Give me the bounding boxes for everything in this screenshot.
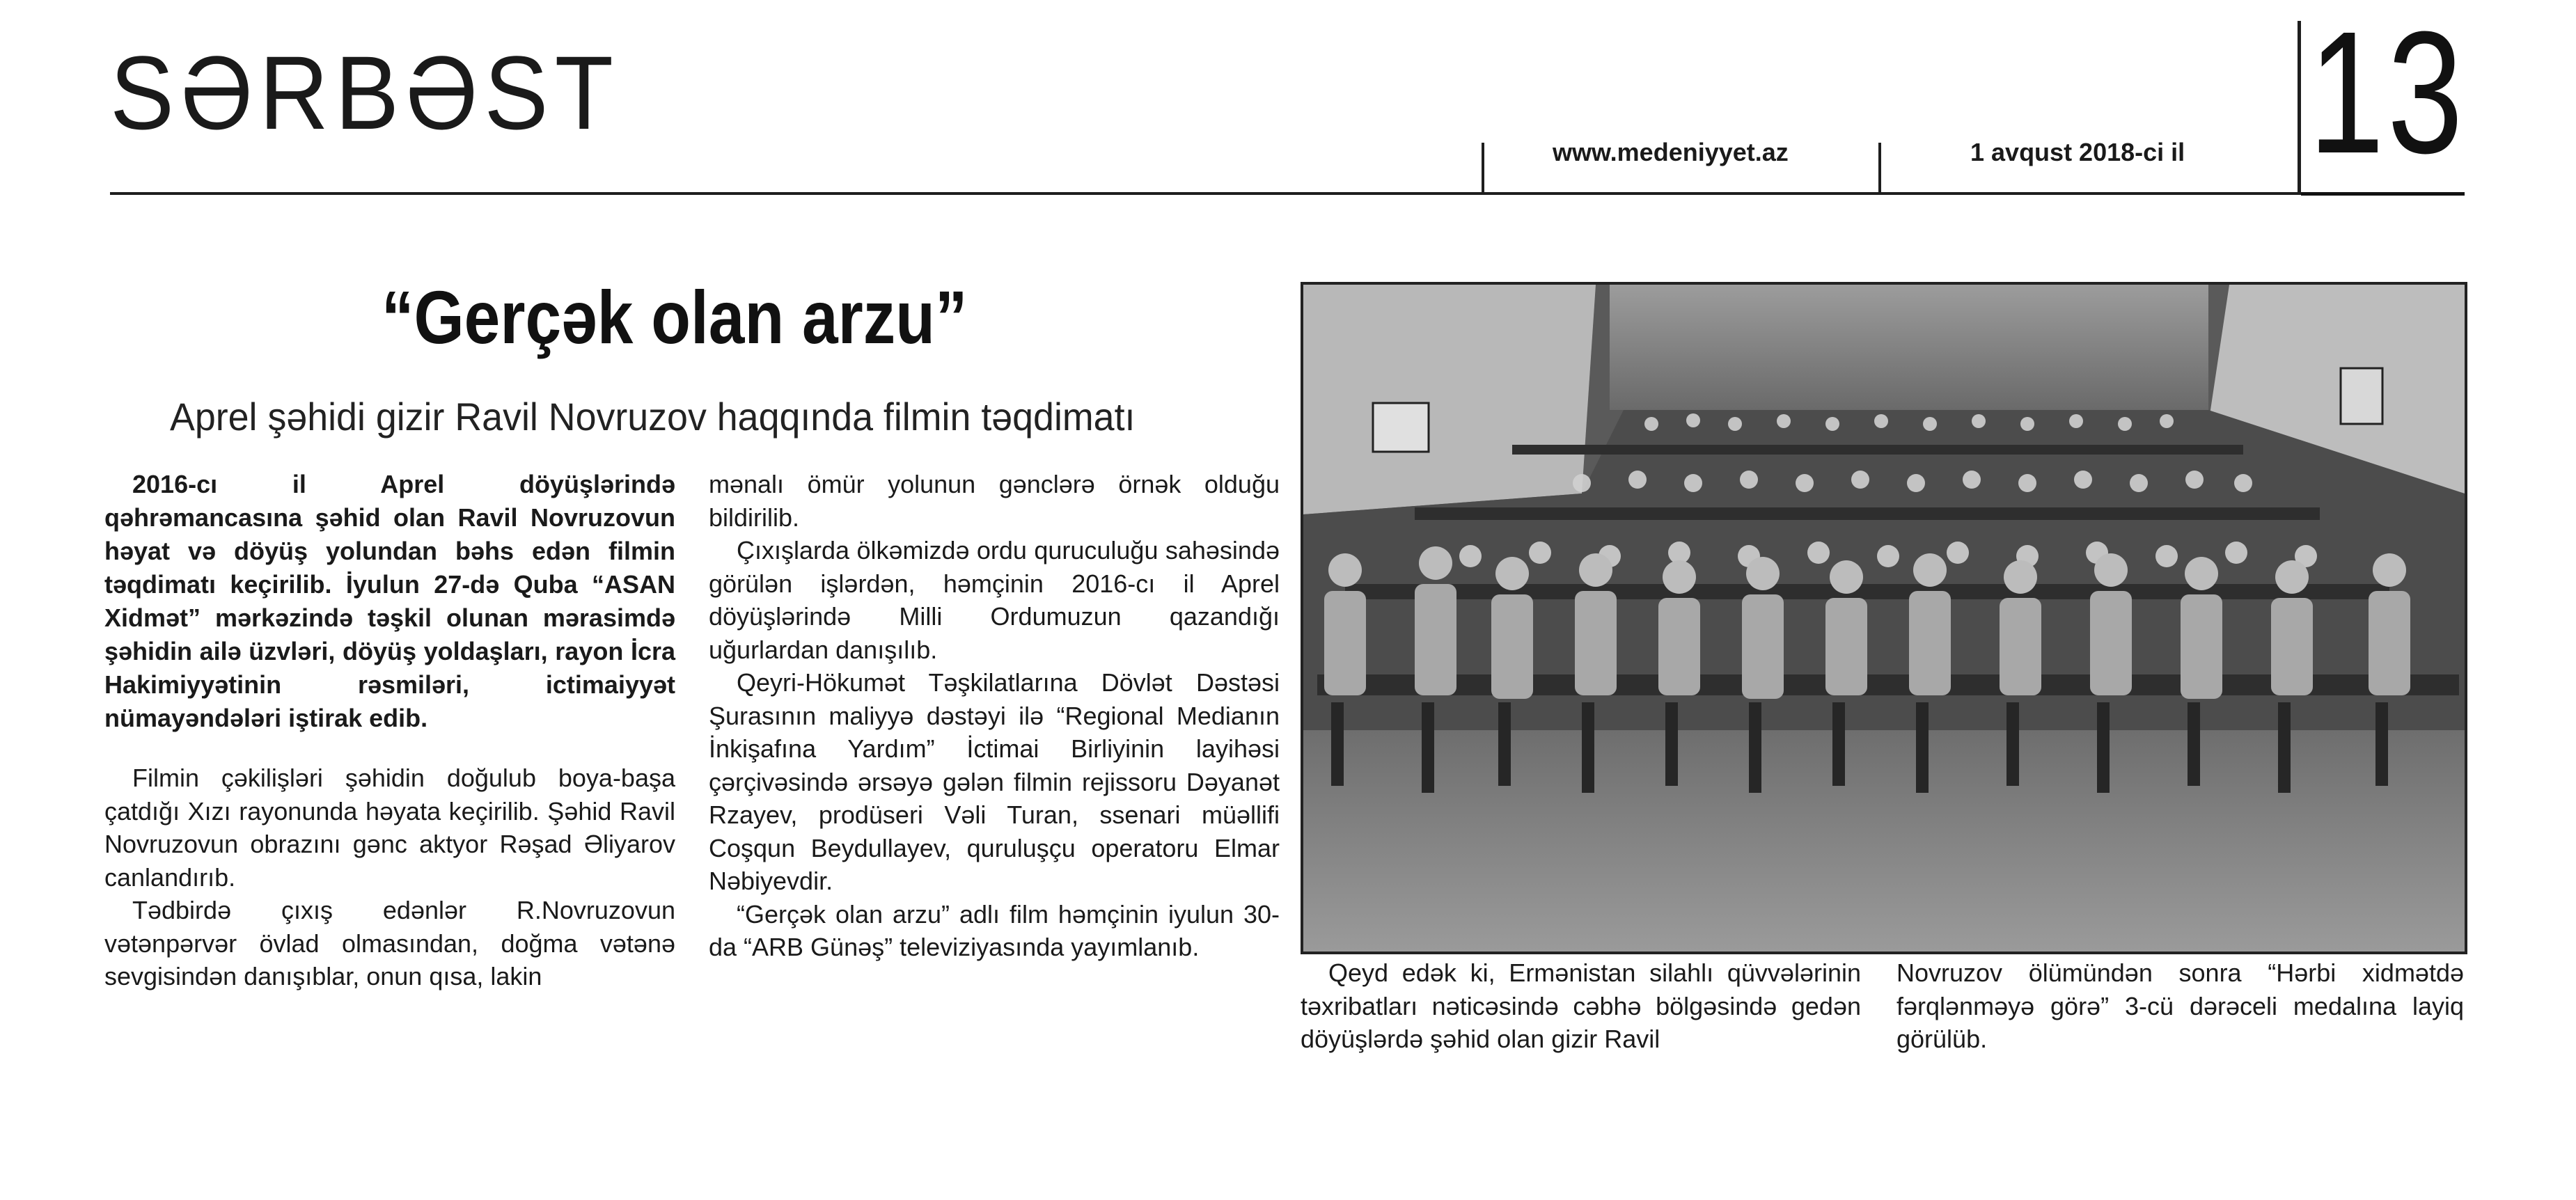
body-paragraph: “Gerçək olan arzu” adlı film həmçinin iyulun 30-da “ARB Günəş” televiziyasında yayımlanıb. — [709, 899, 1280, 961]
article-lead — [104, 468, 675, 735]
article-subheadline: Aprel şəhidi gizir Ravil Novruzov haqqında filmin təqdimatı — [170, 395, 1136, 439]
article-headline: “Gerçək olan arzu” — [382, 275, 968, 359]
masthead-divider-2 — [1878, 143, 1881, 193]
masthead-rule — [110, 192, 2465, 195]
body-paragraph: Çıxışlarda ölkəmizdə ordu quruculuğu sahəsində görülən işlərdən, həmçinin 2016-cı il Aprel döyüşlərində Milli Ordumuzun qazandığı uğurlardan danışılıb. — [709, 536, 1280, 664]
lead-paragraph: 2016-cı il Aprel döyüşlərində qəhrəmancasına şəhid olan Ravil Novruzovun həyat və döyüş yolundan bəhs edən filmin təqdimatı keçirilib. İyulun 27-də Quba “ASAN Xidmət” mərkəzində təşkil olunan mərasimdə şəhidin ailə üzvləri, döyüş yoldaşları, rayon İcra Hakimiyyətinin rəsmiləri, ictimaiyyət nümayəndələri iştirak edib. — [104, 470, 675, 732]
page-number: 13 — [2309, 0, 2467, 189]
body-paragraph: Filmin çəkilişləri şəhidin doğulub boya-başa çatdığı Xızı rayonunda həyata keçirilib. Şəhid Ravil Novruzovun obrazını gənc aktyor Rəşad Əliyarov canlandırıb. — [104, 764, 675, 892]
caption-text: Novruzov ölümündən sonra “Hərbi xidmətdə fərqlənməyə görə” 3-cü dərəceli medalına layiq görülüb. — [1896, 958, 2464, 1053]
website-url: www.medeniyyet.az — [1553, 138, 1789, 166]
article-photo — [1301, 282, 2467, 954]
issue-date: 1 avqust 2018-ci il — [1970, 138, 2185, 166]
photo-caption-left — [1301, 956, 1861, 1056]
body-paragraph: Tədbirdə çıxış edənlər R.Novruzovun vətənpərvər övlad olmasından, doğma vətənə sevgisindən danışıblar, onun qısa, lakin — [104, 896, 675, 990]
page-number-rule — [2301, 192, 2465, 196]
audience-photo-illustration — [1303, 285, 2465, 952]
body-paragraph: Qeyri-Hökumət Təşkilatlarına Dövlət Dəstəsi Şurasının maliyyə dəstəyi ilə “Regional Medianın İnkişafına Yardım” İctimai Birliyinin layihəsi çərçivəsində ərsəyə gələn filmin rejissoru Dəyanət Rzayev, prodüseri Vəli Turan, ssenari müəllifi Coşqun Beydullayev, quruluşçu operatoru Elmar Nəbiyevdir. — [709, 668, 1280, 895]
section-title: SƏRBƏST — [110, 34, 620, 151]
masthead-divider-3 — [2298, 21, 2301, 195]
photo-caption-right — [1896, 956, 2464, 1056]
body-paragraph: mənalı ömür yolunun gənclərə örnək olduğu bildirilib. — [709, 470, 1280, 532]
article-column-1 — [104, 468, 675, 993]
masthead-divider-1 — [1482, 143, 1484, 193]
caption-text: Qeyd edək ki, Ermənistan silahlı qüvvələrinin təxribatları nəticəsində cəbhə bölgəsində gedən döyüşlərdə şəhid olan gizir Ravil — [1301, 958, 1861, 1053]
article-column-2 — [709, 468, 1280, 964]
